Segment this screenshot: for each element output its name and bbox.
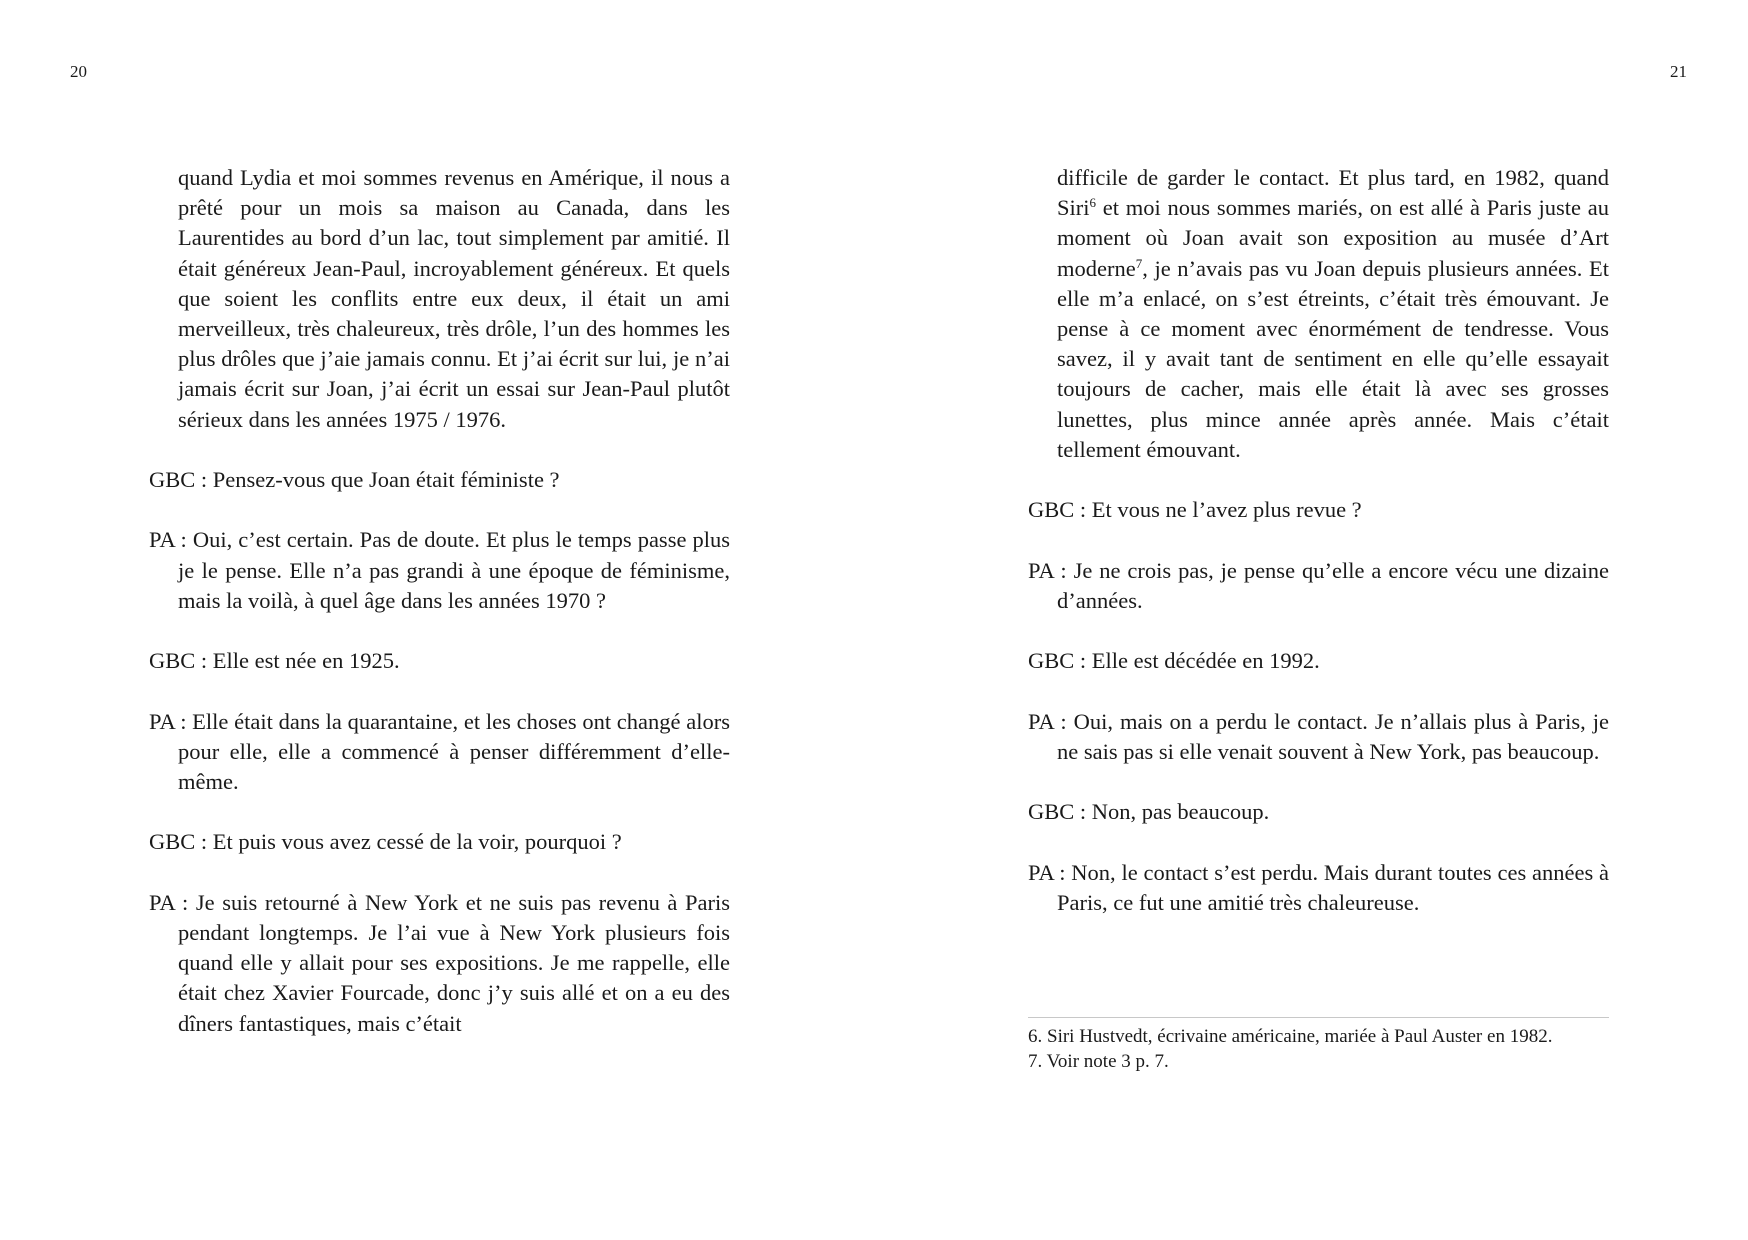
question-paragraph: GBC : Et vous ne l’avez plus revue ? — [1028, 497, 1362, 523]
footnote-ref-6[interactable]: 6 — [1089, 195, 1097, 211]
answer-paragraph: PA : Elle était dans la quarantaine, et les choses ont changé alors pour elle, elle a commencé à penser différemment d’elle-même. — [149, 708, 730, 794]
footnote-ref-7[interactable]: 7 — [1135, 255, 1143, 271]
text-segment: difficile de garder le contact. Et plus tard, en 1982, quand Siri — [1057, 165, 1609, 221]
answer-paragraph: PA : Non, le contact s’est perdu. Mais durant toutes ces années à Paris, ce fut une amitié très chaleureuse. — [1028, 859, 1609, 915]
footnote-6: 6. Siri Hustvedt, écrivaine américaine, mariée à Paul Auster en 1982. — [1028, 1026, 1553, 1047]
paragraph-continuation: quand Lydia et moi sommes revenus en Amérique, il nous a prêté pour un mois sa maison au Canada, dans les Laurentides au bord d’un lac, tout simplement par amitié. Il était généreux Jean-Paul, incroyablement généreux. Et quels que soient les conflits entre eux deux, il était un ami merveilleux, très chaleureux, très drôle, l’un des hommes les plus drôles que j’aie jamais connu. Et j’ai écrit sur lui, je n’ai jamais écrit sur Joan, j’ai écrit un essai sur Jean-Paul plutôt sérieux dans les années 1975 / 1976. — [178, 165, 730, 432]
question-paragraph: GBC : Elle est née en 1925. — [149, 648, 400, 674]
footnotes — [1028, 1024, 1609, 1074]
left-page-text — [149, 163, 730, 1069]
footnote-7: 7. Voir note 3 p. 7. — [1028, 1051, 1169, 1072]
paragraph-continuation — [1028, 163, 1609, 465]
answer-paragraph: PA : Oui, c’est certain. Pas de doute. Et plus le temps passe plus je le pense. Elle n’a pas grandi à une époque de féminisme, mais la voilà, à quel âge dans les années 1970 ? — [149, 527, 730, 613]
page-number-left: 20 — [70, 62, 87, 81]
footnote-divider — [1028, 1017, 1609, 1018]
right-page-text — [1028, 163, 1609, 948]
answer-paragraph: PA : Je suis retourné à New York et ne suis pas revenu à Paris pendant longtemps. Je l’ai vue à New York plusieurs fois quand elle y allait pour ses expositions. Je me rappelle, elle était chez Xavier Fourcade, donc j’y suis allé et on a eu des dîners fantastiques, mais c’était — [149, 889, 730, 1036]
question-paragraph: GBC : Pensez-vous que Joan était féministe ? — [149, 467, 560, 493]
answer-paragraph: PA : Oui, mais on a perdu le contact. Je n’allais plus à Paris, je ne sais pas si elle venait souvent à New York, pas beaucoup. — [1028, 708, 1609, 764]
text-segment: , je n’avais pas vu Joan depuis plusieurs années. Et elle m’a enlacé, on s’est étreints, c’était très émouvant. Je pense à ce moment avec énormément de tendresse. Vous savez, il y avait tant de sentiment en elle qu’elle essayait toujours de cacher, mais elle était là avec ses grosses lunettes, plus mince année après année. Mais c’était tellement émouvant. — [1057, 255, 1609, 462]
question-paragraph: GBC : Non, pas beaucoup. — [1028, 799, 1270, 825]
question-paragraph: GBC : Elle est décédée en 1992. — [1028, 648, 1320, 674]
page-number-right: 21 — [1670, 62, 1687, 81]
text-segment: et moi nous sommes mariés, on est allé à Paris juste au moment où Joan avait son exposition au musée d’Art moderne — [1057, 195, 1609, 281]
answer-paragraph: PA : Je ne crois pas, je pense qu’elle a encore vécu une dizaine d’années. — [1028, 557, 1609, 613]
question-paragraph: GBC : Et puis vous avez cessé de la voir, pourquoi ? — [149, 829, 622, 855]
